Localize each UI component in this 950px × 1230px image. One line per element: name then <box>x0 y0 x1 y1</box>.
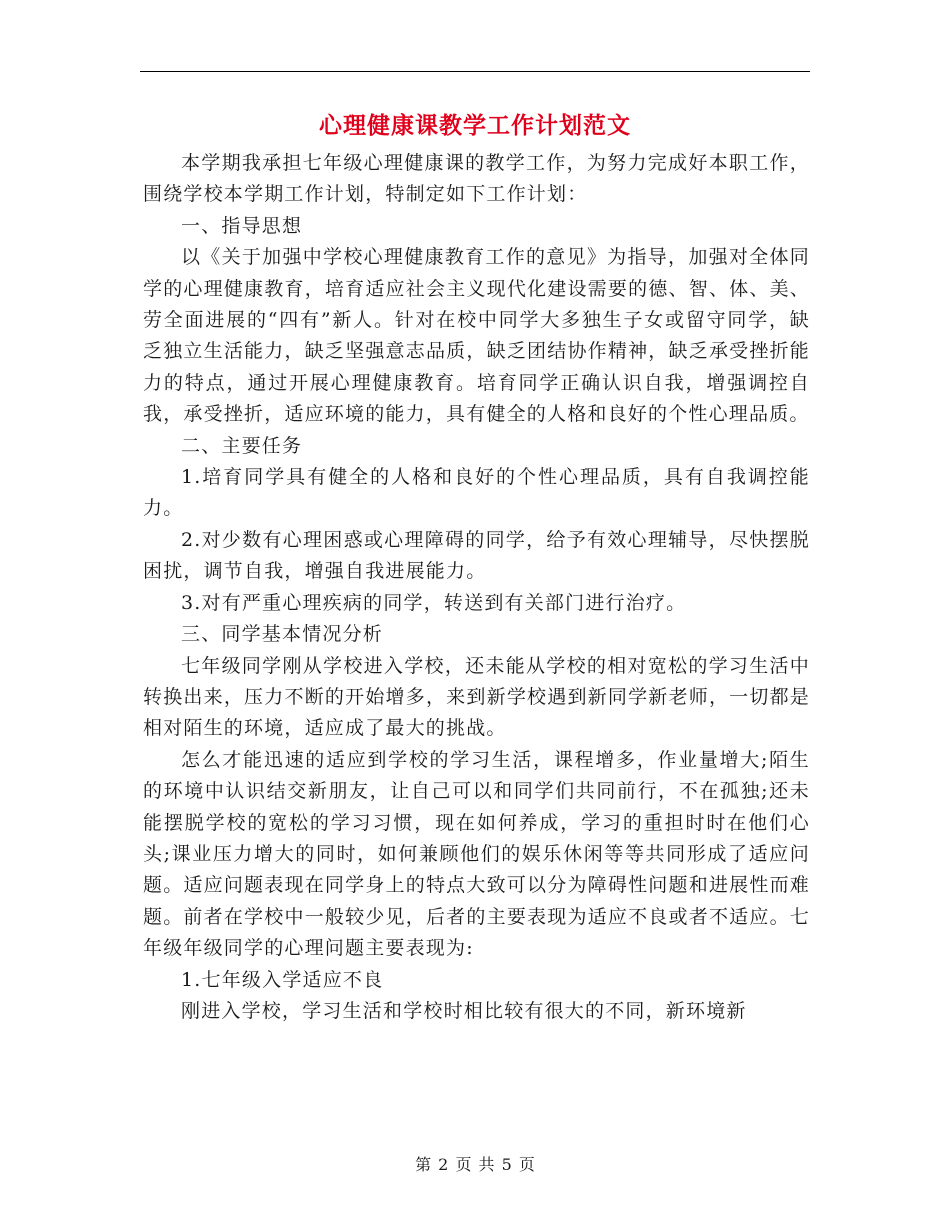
subheading-adaptation: 1.七年级入学适应不良 <box>181 968 384 991</box>
section-heading-student-analysis: 三、同学基本情况分析 <box>181 623 384 646</box>
header-divider <box>140 71 810 72</box>
paragraph-analysis-1: 七年级同学刚从学校进入学校，还未能从学校的相对宽松的学习生活中转换出来，压力不断的开始增多，来到新学校遇到新同学新老师，一切都是相对陌生的环境，适应成了最大的挑战。 <box>143 654 810 740</box>
document-title: 心理健康课教学工作计划范文 <box>319 112 631 139</box>
paragraph-task-1: 1.培育同学具有健全的人格和良好的个性心理品质，具有自我调控能力。 <box>143 466 810 520</box>
document-body <box>143 148 810 1027</box>
paragraph-guiding-ideology: 以《关于加强中学校心理健康教育工作的意见》为指导，加强对全体同学的心理健康教育，培育适应社会主义现代化建设需要的德、智、体、美、劳全面进展的“四有”新人。针对在校中同学大多独生子女或留守同学，缺乏独立生活能力，缺乏坚强意志品质，缺乏团结协作精神，缺乏承受挫折能力的特点，通过开展心理健康教育。培育同学正确认识自我，增强调控自我，承受挫折，适应环境的能力，具有健全的人格和良好的个性心理品质。 <box>143 246 810 426</box>
section-heading-guiding-ideology: 一、指导思想 <box>181 214 303 237</box>
section-heading-main-tasks: 二、主要任务 <box>181 434 303 457</box>
paragraph-task-3: 3.对有严重心理疾病的同学，转送到有关部门进行治疗。 <box>181 591 687 614</box>
page-number-footer: 第 2 页 共 5 页 <box>415 1155 535 1174</box>
paragraph-intro: 本学期我承担七年级心理健康课的教学工作，为努力完成好本职工作，围绕学校本学期工作计划，特制定如下工作计划： <box>143 152 810 206</box>
paragraph-analysis-2: 怎么才能迅速的适应到学校的学习生活，课程增多，作业量增大;陌生的环境中认识结交新朋友，让自己可以和同学们共同前行，不在孤独;还未能摆脱学校的宽松的学习习惯，现在如何养成，学习的重担时时在他们心头;课业压力增大的同时，如何兼顾他们的娱乐休闲等等共同形成了适应问题。适应问题表现在同学身上的特点大致可以分为障碍性问题和进展性而难题。前者在学校中一般较少见，后者的主要表现为适应不良或者不适应。七年级年级同学的心理问题主要表现为: <box>143 748 810 960</box>
paragraph-task-2: 2.对少数有心理困惑或心理障碍的同学，给予有效心理辅导，尽快摆脱困扰，调节自我，增强自我进展能力。 <box>143 528 810 583</box>
paragraph-adaptation: 刚进入学校，学习生活和学校时相比较有很大的不同，新环境新 <box>181 999 747 1022</box>
